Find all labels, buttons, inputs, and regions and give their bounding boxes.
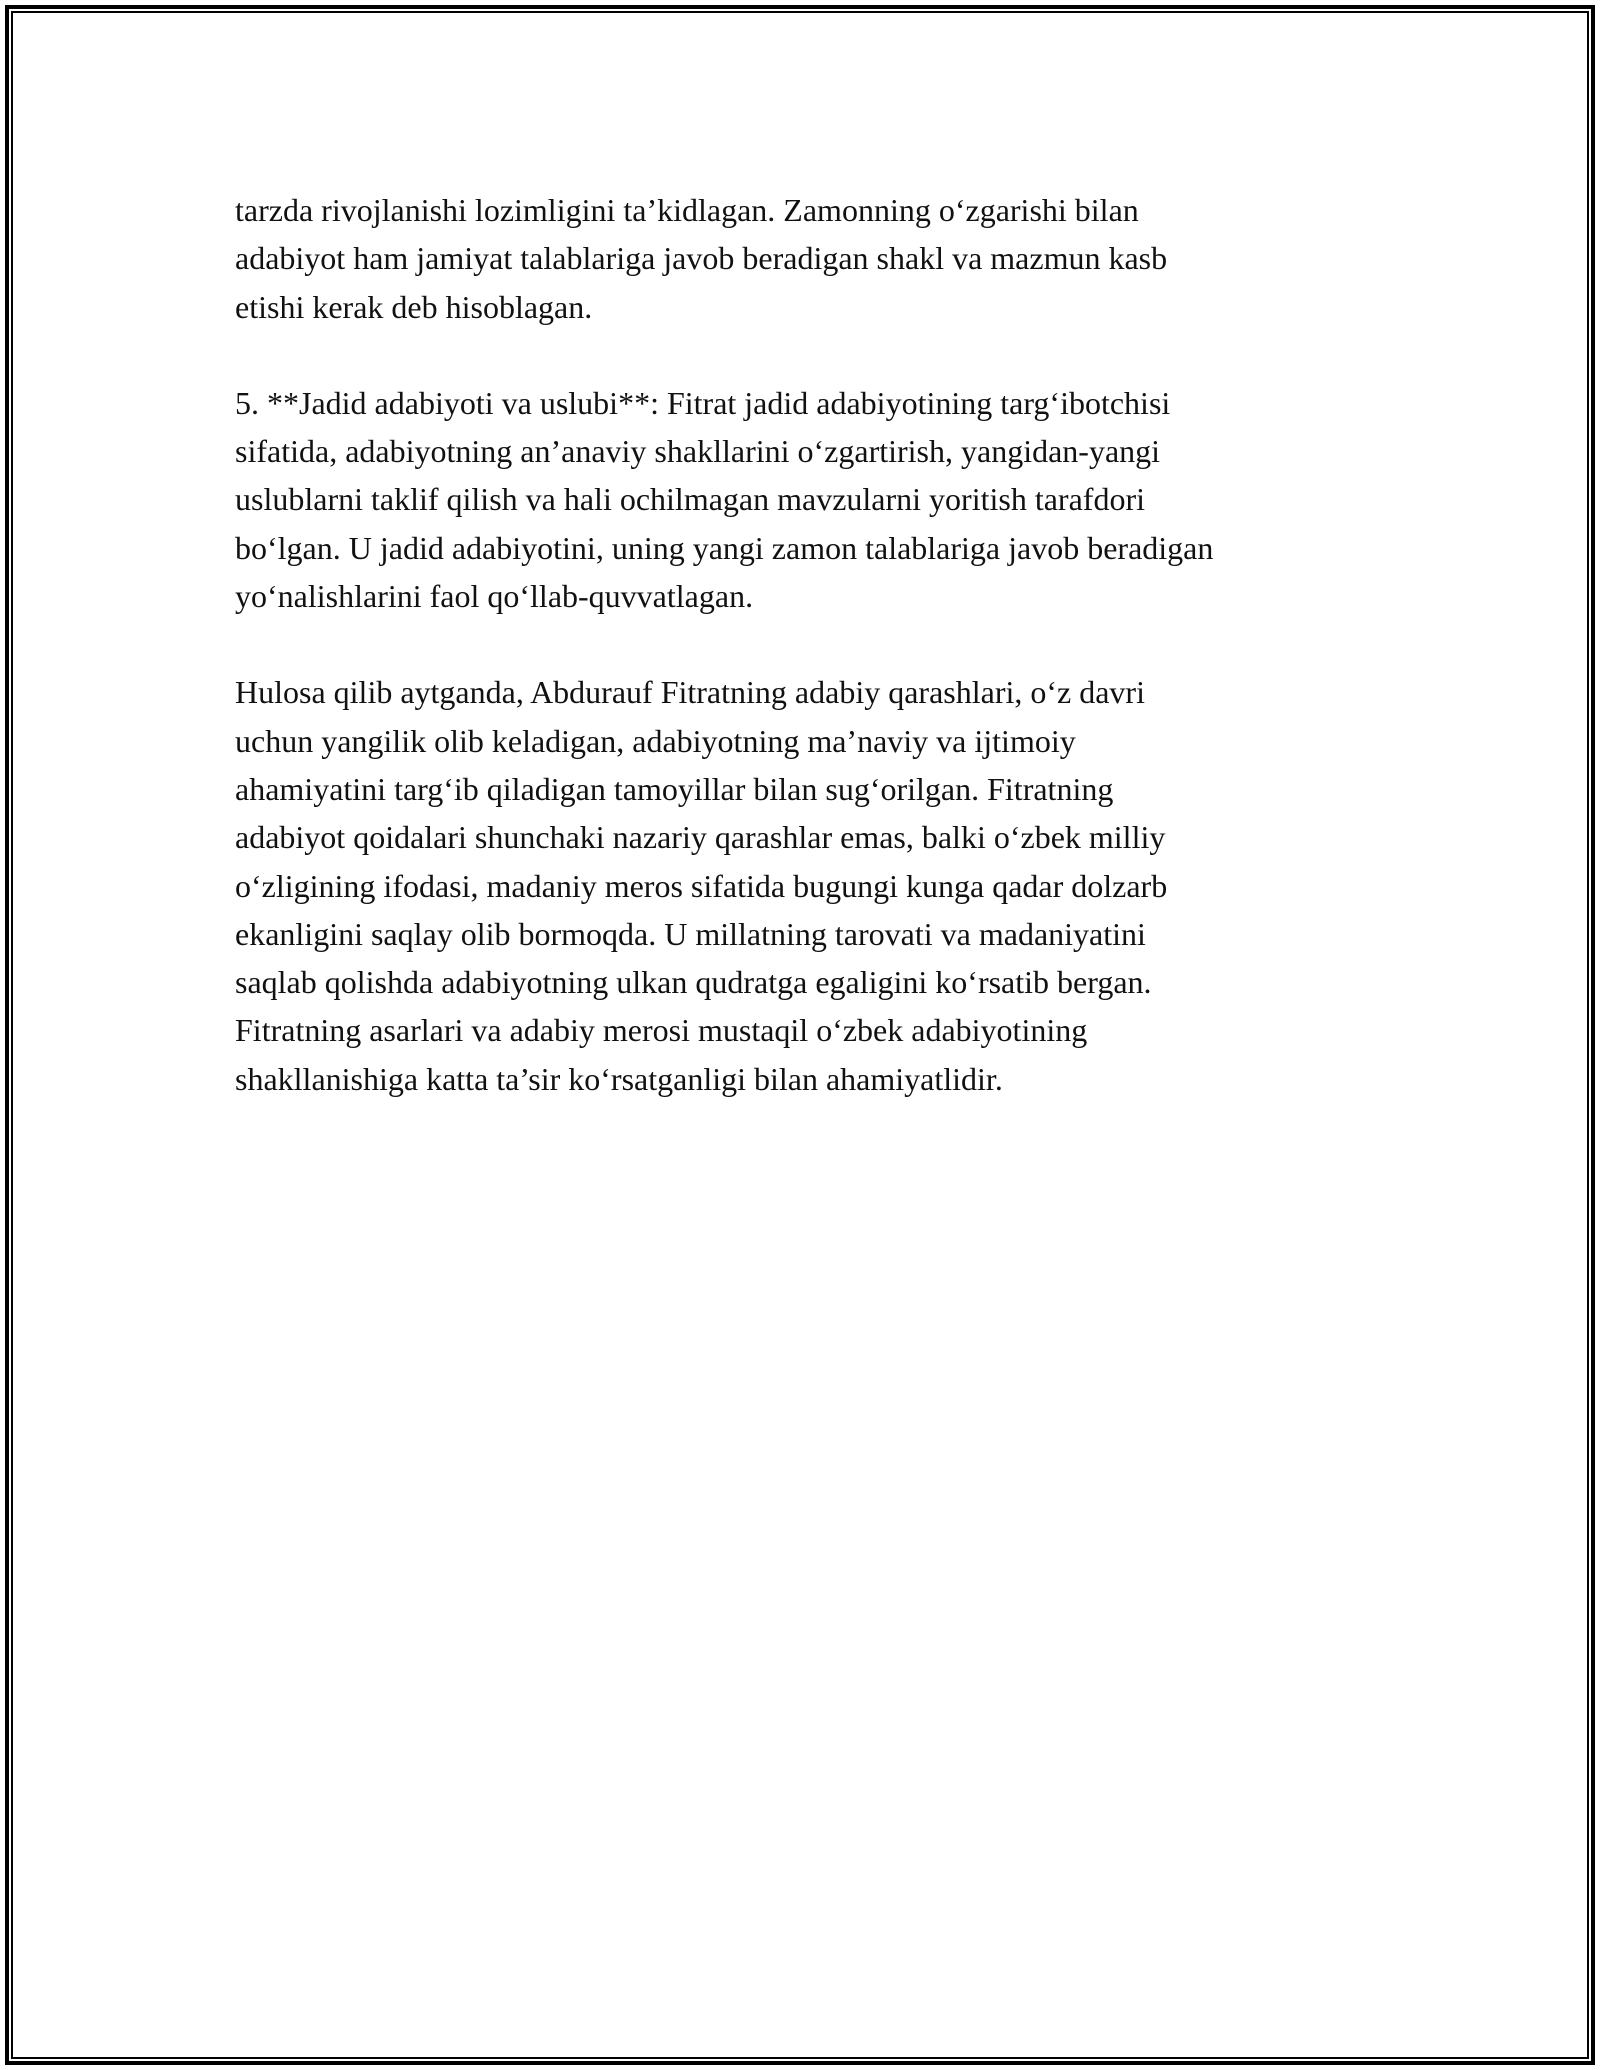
text-line: 5. **Jadid adabiyoti va uslubi**: Fitrat jadid adabiyotining targ‘ibotchisi [235,384,1171,421]
text-line: uslublarni taklif qilish va hali ochilmagan mavzularni yoritish tarafdori [235,481,1145,518]
document-body [235,186,1415,1151]
text-line: saqlab qolishda adabiyotning ulkan qudratga egaligini ko‘rsatib bergan. [235,964,1152,1001]
paragraph-continuation [235,186,1415,331]
paragraph-jadid-literature [235,379,1415,620]
text-line: ahamiyatini targ‘ib qiladigan tamoyillar bilan sug‘orilgan. Fitratning [235,770,1114,807]
text-line: ekanligini saqlay olib bormoqda. U millatning tarovati va madaniyatini [235,915,1146,952]
text-line: yo‘nalishlarini faol qo‘llab-quvvatlagan. [235,578,754,615]
paragraph-conclusion [235,668,1415,1103]
text-line: sifatida, adabiyotning an’anaviy shakllarini o‘zgartirish, yangidan-yangi [235,433,1161,470]
text-line: Hulosa qilib aytganda, Abdurauf Fitratning adabiy qarashlari, o‘z davri [235,674,1145,711]
text-line: bo‘lgan. U jadid adabiyotini, uning yangi zamon talablariga javob beradigan [235,529,1214,566]
text-line: o‘zligining ifodasi, madaniy meros sifatida bugungi kunga qadar dolzarb [235,867,1168,904]
text-line: uchun yangilik olib keladigan, adabiyotning ma’naviy va ijtimoiy [235,722,1076,759]
text-line: etishi kerak deb hisoblagan. [235,288,593,325]
text-line: shakllanishiga katta ta’sir ko‘rsatganligi bilan ahamiyatlidir. [235,1060,1003,1097]
text-line: adabiyot ham jamiyat talablariga javob beradigan shakl va mazmun kasb [235,240,1168,277]
text-line: tarzda rivojlanishi lozimligini ta’kidlagan. Zamonning o‘zgarishi bilan [235,192,1139,228]
text-line: adabiyot qoidalari shunchaki nazariy qarashlar emas, balki o‘zbek milliy [235,819,1166,856]
text-line: Fitratning asarlari va adabiy merosi mustaqil o‘zbek adabiyotining [235,1012,1088,1049]
